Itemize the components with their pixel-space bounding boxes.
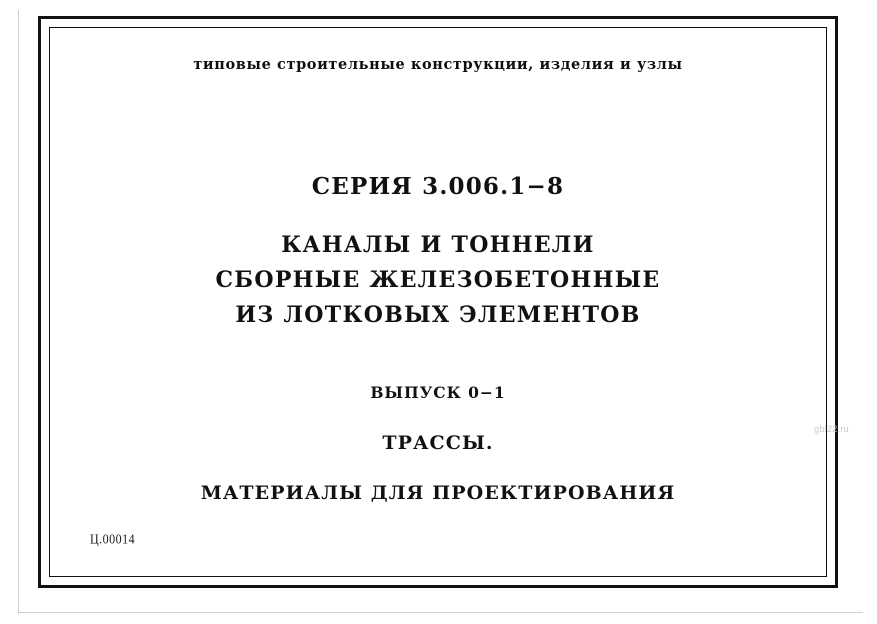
document-title-line-1: КАНАЛЫ И ТОННЕЛИ: [281, 232, 595, 258]
issue-number: ВЫПУСК 0−1: [370, 383, 506, 402]
document-title-line-3: ИЗ ЛОТКОВЫХ ЭЛЕМЕНТОВ: [235, 302, 641, 328]
watermark-text: gbi22.ru: [814, 424, 849, 434]
title-page-frame: [38, 16, 838, 588]
sheet-edge-left-line: [18, 10, 19, 614]
subtitle-line-2: МАТЕРИАЛЫ ДЛЯ ПРОЕКТИРОВАНИЯ: [200, 482, 676, 504]
series-number: СЕРИЯ 3.006.1−8: [311, 173, 565, 200]
document-title-line-2: СБОРНЫЕ ЖЕЛЕЗОБЕТОННЫЕ: [215, 267, 661, 293]
sheet-edge-bottom-line: [18, 612, 863, 613]
document-title-block: [50, 228, 826, 333]
archive-code: Ц.00014: [90, 530, 136, 547]
document-category-header: типовые строительные конструкции, изделия и узлы: [193, 56, 683, 73]
title-page-content: [50, 28, 826, 576]
title-page-inner-frame: [49, 27, 827, 577]
issue-block: [50, 383, 826, 504]
subtitle-line-1: ТРАССЫ.: [382, 432, 494, 454]
